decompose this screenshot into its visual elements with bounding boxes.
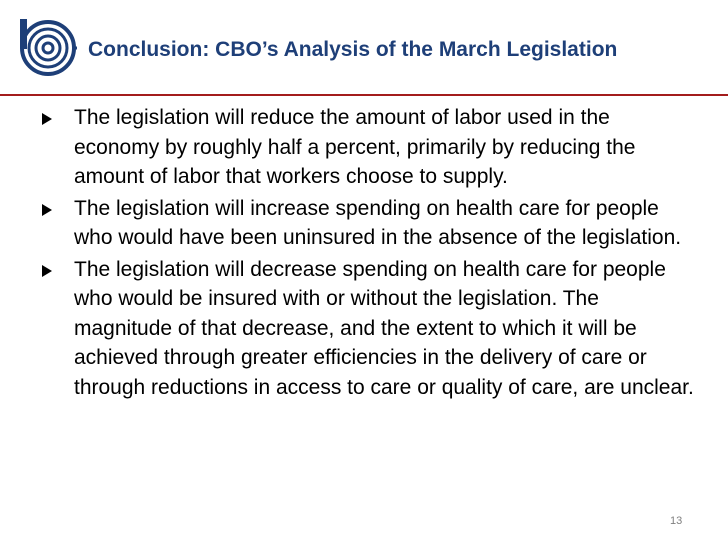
bullet-text: The legislation will increase spending on health care for people who would have been uninsured in the absence of the legislation. <box>74 196 682 249</box>
title-divider <box>0 94 728 96</box>
triangle-bullet-icon <box>42 113 52 125</box>
slide-title: Conclusion: CBO’s Analysis of the March Legislation <box>88 38 618 61</box>
bullet-item <box>20 255 700 403</box>
bullet-item <box>20 194 700 253</box>
cbo-logo-icon <box>17 17 77 77</box>
page-number: 13 <box>670 515 683 527</box>
triangle-bullet-icon <box>42 204 52 216</box>
bullet-text: The legislation will decrease spending on health care for people who would be insured with or without the legislation. The magnitude of that decrease, and the extent to which it will be achieved through greater efficiencies in the delivery of care or through reductions in access to care or quality of care, are unclear. <box>74 257 694 399</box>
bullet-list <box>20 103 700 404</box>
bullet-item <box>20 103 700 192</box>
bullet-text: The legislation will reduce the amount of labor used in the economy by roughly half a percent, primarily by reducing the amount of labor that workers choose to supply. <box>74 106 636 188</box>
triangle-bullet-icon <box>42 265 52 277</box>
